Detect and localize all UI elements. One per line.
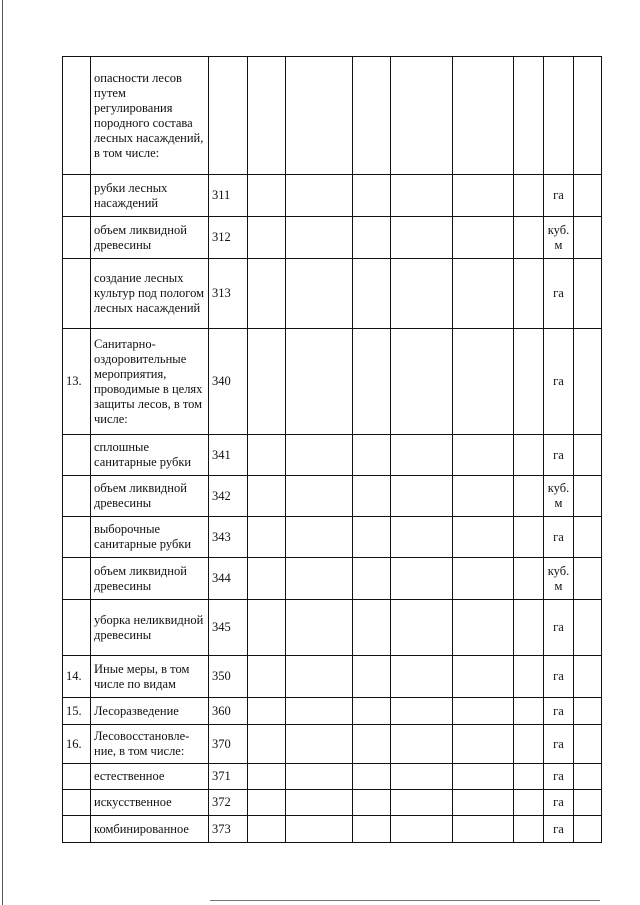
measure-name-cell: выборочные санитарные рубки bbox=[91, 517, 209, 558]
value-cell bbox=[248, 259, 286, 329]
value-cell bbox=[248, 329, 286, 435]
value-cell bbox=[353, 558, 391, 600]
unit-cell: га bbox=[544, 656, 574, 698]
unit-cell: га bbox=[544, 600, 574, 656]
value-cell bbox=[353, 517, 391, 558]
row-number-cell bbox=[63, 476, 91, 517]
value-cell bbox=[286, 217, 353, 259]
measure-name-cell: уборка неликвидной древесины bbox=[91, 600, 209, 656]
table-row bbox=[63, 476, 602, 517]
row-number-cell bbox=[63, 217, 91, 259]
row-number-cell bbox=[63, 790, 91, 816]
unit-cell: куб. м bbox=[544, 217, 574, 259]
value-cell bbox=[453, 725, 514, 764]
value-cell bbox=[391, 175, 453, 217]
line-code-cell: 313 bbox=[209, 259, 248, 329]
value-cell bbox=[514, 175, 544, 217]
line-code-cell: 342 bbox=[209, 476, 248, 517]
table-row bbox=[63, 764, 602, 790]
value-cell bbox=[353, 259, 391, 329]
value-cell bbox=[514, 435, 544, 476]
value-cell bbox=[286, 600, 353, 656]
value-cell bbox=[453, 517, 514, 558]
value-cell bbox=[574, 329, 602, 435]
value-cell bbox=[574, 175, 602, 217]
value-cell bbox=[574, 558, 602, 600]
measure-name-cell: сплошные санитарные рубки bbox=[91, 435, 209, 476]
value-cell bbox=[391, 816, 453, 843]
value-cell bbox=[286, 790, 353, 816]
row-number-cell bbox=[63, 600, 91, 656]
value-cell bbox=[453, 790, 514, 816]
value-cell bbox=[453, 558, 514, 600]
line-code-cell: 370 bbox=[209, 725, 248, 764]
table-row bbox=[63, 329, 602, 435]
value-cell bbox=[574, 476, 602, 517]
row-number-cell bbox=[63, 816, 91, 843]
value-cell bbox=[353, 175, 391, 217]
line-code-cell: 311 bbox=[209, 175, 248, 217]
value-cell bbox=[248, 600, 286, 656]
unit-cell: га bbox=[544, 816, 574, 843]
unit-cell: га bbox=[544, 725, 574, 764]
value-cell bbox=[391, 698, 453, 725]
value-cell bbox=[574, 790, 602, 816]
table-row bbox=[63, 558, 602, 600]
value-cell bbox=[391, 476, 453, 517]
row-number-cell: 13. bbox=[63, 329, 91, 435]
measure-name-cell: Лесоразведение bbox=[91, 698, 209, 725]
unit-cell: га bbox=[544, 764, 574, 790]
value-cell bbox=[514, 57, 544, 175]
value-cell bbox=[453, 175, 514, 217]
value-cell bbox=[391, 600, 453, 656]
unit-cell: га bbox=[544, 517, 574, 558]
value-cell bbox=[574, 656, 602, 698]
value-cell bbox=[286, 476, 353, 517]
value-cell bbox=[453, 816, 514, 843]
value-cell bbox=[353, 764, 391, 790]
value-cell bbox=[574, 435, 602, 476]
value-cell bbox=[514, 656, 544, 698]
value-cell bbox=[286, 816, 353, 843]
value-cell bbox=[286, 698, 353, 725]
line-code-cell: 371 bbox=[209, 764, 248, 790]
value-cell bbox=[453, 57, 514, 175]
line-code-cell: 373 bbox=[209, 816, 248, 843]
value-cell bbox=[391, 725, 453, 764]
value-cell bbox=[391, 329, 453, 435]
value-cell bbox=[453, 476, 514, 517]
value-cell bbox=[514, 259, 544, 329]
table-row bbox=[63, 435, 602, 476]
row-number-cell bbox=[63, 259, 91, 329]
row-number-cell bbox=[63, 57, 91, 175]
value-cell bbox=[286, 725, 353, 764]
measure-name-cell: Иные меры, в том числе по видам bbox=[91, 656, 209, 698]
value-cell bbox=[514, 698, 544, 725]
value-cell bbox=[391, 57, 453, 175]
unit-cell: га bbox=[544, 698, 574, 725]
line-code-cell: 345 bbox=[209, 600, 248, 656]
table-row bbox=[63, 259, 602, 329]
value-cell bbox=[353, 476, 391, 517]
forest-measures-table bbox=[62, 56, 602, 843]
value-cell bbox=[574, 57, 602, 175]
line-code-cell: 312 bbox=[209, 217, 248, 259]
value-cell bbox=[514, 517, 544, 558]
row-number-cell bbox=[63, 764, 91, 790]
value-cell bbox=[574, 259, 602, 329]
value-cell bbox=[453, 329, 514, 435]
value-cell bbox=[248, 558, 286, 600]
value-cell bbox=[391, 259, 453, 329]
line-code-cell: 343 bbox=[209, 517, 248, 558]
value-cell bbox=[248, 790, 286, 816]
value-cell bbox=[514, 600, 544, 656]
measure-name-cell: объем ликвидной древесины bbox=[91, 558, 209, 600]
value-cell bbox=[286, 175, 353, 217]
value-cell bbox=[453, 217, 514, 259]
row-number-cell bbox=[63, 175, 91, 217]
page-edge-left bbox=[2, 0, 3, 905]
value-cell bbox=[248, 656, 286, 698]
row-number-cell: 15. bbox=[63, 698, 91, 725]
page-edge-bottom bbox=[210, 900, 600, 901]
unit-cell: га bbox=[544, 790, 574, 816]
value-cell bbox=[286, 329, 353, 435]
value-cell bbox=[453, 764, 514, 790]
value-cell bbox=[353, 57, 391, 175]
value-cell bbox=[453, 435, 514, 476]
value-cell bbox=[391, 217, 453, 259]
unit-cell: га bbox=[544, 259, 574, 329]
unit-cell: куб. м bbox=[544, 558, 574, 600]
value-cell bbox=[391, 656, 453, 698]
table-row bbox=[63, 816, 602, 843]
value-cell bbox=[286, 259, 353, 329]
line-code-cell: 344 bbox=[209, 558, 248, 600]
table-row bbox=[63, 517, 602, 558]
measure-name-cell: искусственное bbox=[91, 790, 209, 816]
table-row bbox=[63, 698, 602, 725]
value-cell bbox=[514, 790, 544, 816]
table-row bbox=[63, 600, 602, 656]
table-row bbox=[63, 790, 602, 816]
value-cell bbox=[514, 725, 544, 764]
table-row bbox=[63, 656, 602, 698]
value-cell bbox=[453, 259, 514, 329]
value-cell bbox=[514, 816, 544, 843]
table-body bbox=[63, 57, 602, 843]
value-cell bbox=[391, 517, 453, 558]
value-cell bbox=[574, 764, 602, 790]
unit-cell: га bbox=[544, 329, 574, 435]
measure-name-cell: рубки лесных насаждений bbox=[91, 175, 209, 217]
value-cell bbox=[248, 435, 286, 476]
value-cell bbox=[514, 558, 544, 600]
value-cell bbox=[248, 816, 286, 843]
value-cell bbox=[248, 57, 286, 175]
table-row bbox=[63, 175, 602, 217]
row-number-cell: 16. bbox=[63, 725, 91, 764]
value-cell bbox=[286, 764, 353, 790]
value-cell bbox=[353, 600, 391, 656]
unit-cell bbox=[544, 57, 574, 175]
row-number-cell bbox=[63, 517, 91, 558]
value-cell bbox=[248, 476, 286, 517]
table-row bbox=[63, 57, 602, 175]
unit-cell: га bbox=[544, 175, 574, 217]
value-cell bbox=[574, 217, 602, 259]
line-code-cell bbox=[209, 57, 248, 175]
unit-cell: куб. м bbox=[544, 476, 574, 517]
line-code-cell: 350 bbox=[209, 656, 248, 698]
value-cell bbox=[286, 656, 353, 698]
value-cell bbox=[453, 600, 514, 656]
line-code-cell: 340 bbox=[209, 329, 248, 435]
table-row bbox=[63, 725, 602, 764]
row-number-cell bbox=[63, 558, 91, 600]
value-cell bbox=[248, 764, 286, 790]
value-cell bbox=[514, 476, 544, 517]
measure-name-cell: объем ликвидной древесины bbox=[91, 217, 209, 259]
value-cell bbox=[353, 329, 391, 435]
value-cell bbox=[353, 816, 391, 843]
value-cell bbox=[353, 435, 391, 476]
measure-name-cell: Лесовосстановле-ние, в том числе: bbox=[91, 725, 209, 764]
value-cell bbox=[453, 698, 514, 725]
value-cell bbox=[391, 790, 453, 816]
measure-name-cell: объем ликвидной древесины bbox=[91, 476, 209, 517]
measure-name-cell: естественное bbox=[91, 764, 209, 790]
value-cell bbox=[514, 329, 544, 435]
value-cell bbox=[353, 656, 391, 698]
value-cell bbox=[353, 725, 391, 764]
unit-cell: га bbox=[544, 435, 574, 476]
measure-name-cell: опасности лесов путем регулирования породного состава лесных насаждений, в том числе: bbox=[91, 57, 209, 175]
value-cell bbox=[248, 725, 286, 764]
value-cell bbox=[286, 435, 353, 476]
value-cell bbox=[248, 698, 286, 725]
line-code-cell: 372 bbox=[209, 790, 248, 816]
value-cell bbox=[574, 600, 602, 656]
value-cell bbox=[453, 656, 514, 698]
value-cell bbox=[248, 517, 286, 558]
value-cell bbox=[574, 517, 602, 558]
value-cell bbox=[514, 217, 544, 259]
measure-name-cell: Санитарно-оздоровительные мероприятия, проводимые в целях защиты лесов, в том числе: bbox=[91, 329, 209, 435]
value-cell bbox=[391, 764, 453, 790]
table-row bbox=[63, 217, 602, 259]
value-cell bbox=[286, 57, 353, 175]
line-code-cell: 341 bbox=[209, 435, 248, 476]
value-cell bbox=[248, 217, 286, 259]
value-cell bbox=[391, 435, 453, 476]
value-cell bbox=[391, 558, 453, 600]
value-cell bbox=[286, 517, 353, 558]
value-cell bbox=[574, 698, 602, 725]
value-cell bbox=[353, 698, 391, 725]
row-number-cell: 14. bbox=[63, 656, 91, 698]
row-number-cell bbox=[63, 435, 91, 476]
value-cell bbox=[286, 558, 353, 600]
value-cell bbox=[353, 790, 391, 816]
value-cell bbox=[574, 725, 602, 764]
measure-name-cell: комбинированное bbox=[91, 816, 209, 843]
value-cell bbox=[514, 764, 544, 790]
line-code-cell: 360 bbox=[209, 698, 248, 725]
value-cell bbox=[248, 175, 286, 217]
value-cell bbox=[574, 816, 602, 843]
value-cell bbox=[353, 217, 391, 259]
measure-name-cell: создание лесных культур под пологом лесных насаждений bbox=[91, 259, 209, 329]
